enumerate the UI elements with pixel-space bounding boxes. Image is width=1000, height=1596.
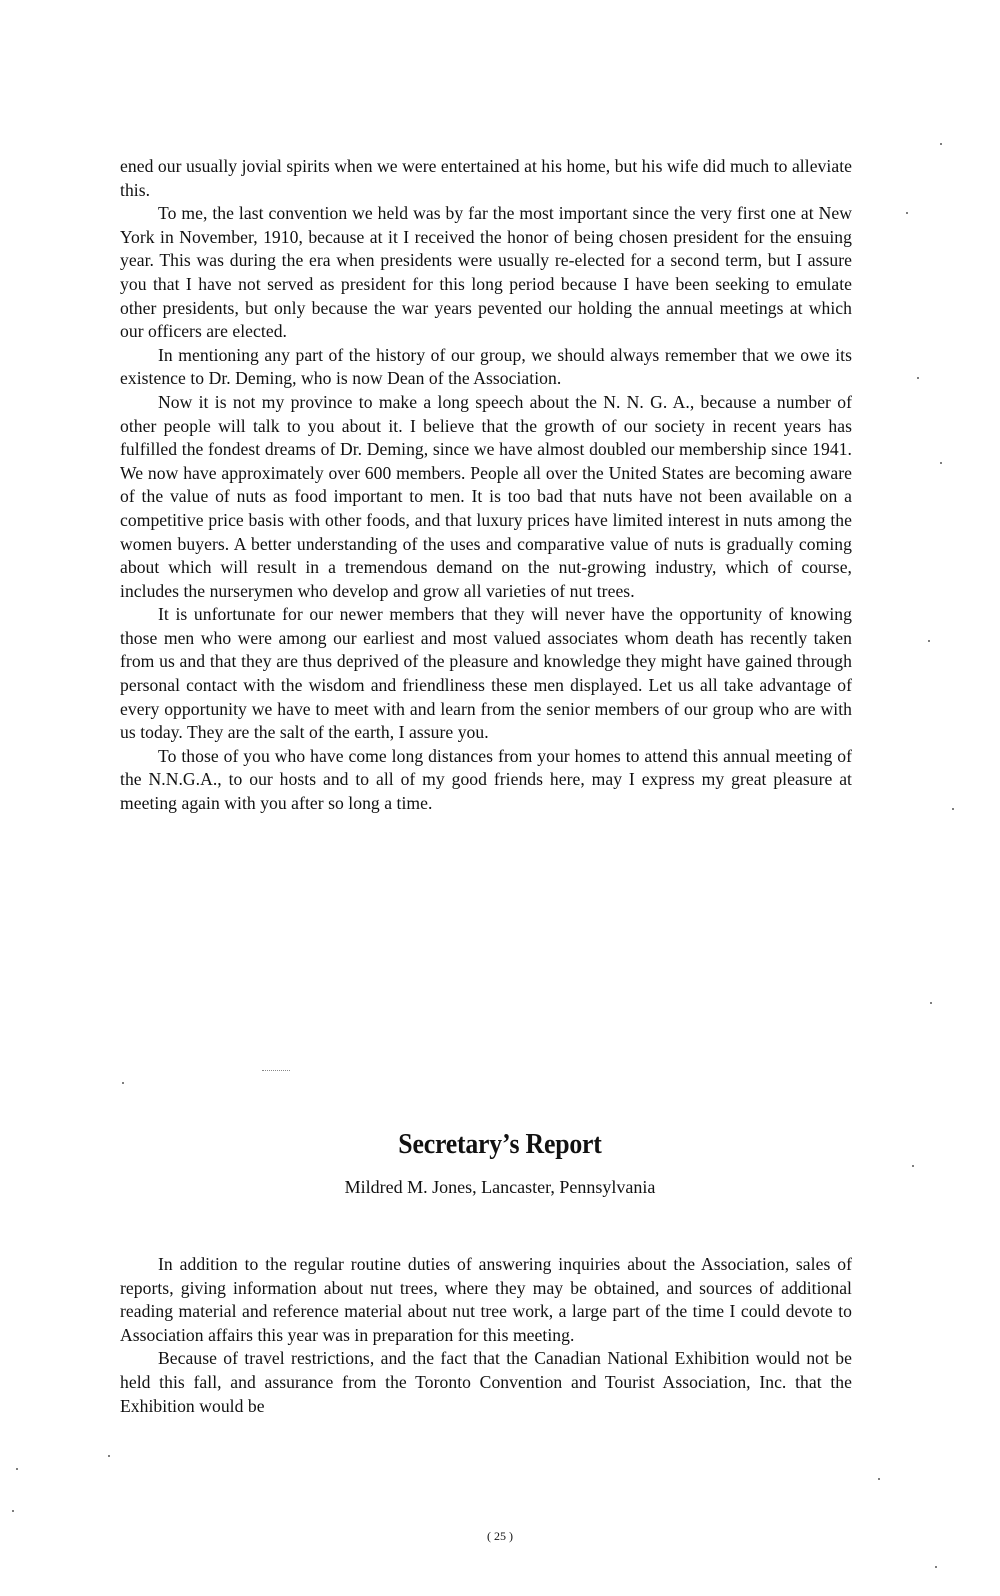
paragraph: ened our usually jovial spirits when we were entertained at his home, but his wife did much to alleviate this. <box>120 156 852 200</box>
secretary-report-body <box>120 1253 852 1418</box>
scan-speck <box>122 1082 124 1084</box>
paragraph: It is unfortunate for our newer members that they will never have the opportunity of knowing those men who were among our earliest and most valued associates whom death has recently taken from us and that they are thus deprived of the pleasure and knowledge they might have gained through personal contact with the wisdom and friendliness these men displayed. Let us all take advantage of every opportunity we have to meet with and learn from the senior members of our group who are with us today. They are the salt of the earth, I assure you. <box>120 604 852 743</box>
scan-speck <box>906 212 908 214</box>
scan-speck <box>935 1566 937 1568</box>
paragraph: To those of you who have come long distances from your homes to attend this annual meeting of the N.N.G.A., to our hosts and to all of my good friends here, may I express my great pleasure at meeting again with you after so long a time. <box>120 745 852 814</box>
article-body-continued <box>120 155 852 816</box>
paragraph: Because of travel restrictions, and the fact that the Canadian National Exhibition would not be held this fall, and assurance from the Toronto Convention and Tourist Association, Inc. that the Exhibition would be <box>120 1348 852 1416</box>
scan-speck <box>878 1478 880 1480</box>
paragraph: To me, the last convention we held was by far the most important since the very first one at New York in November, 1910, because at it I received the honor of being chosen president for the ensuing year. This was during the era when presidents were usually re-elected for a second term, but I assure you that I have not served as president for this long period because I have been seeking to emulate other presidents, but only because the war years pevented our holding the annual meetings at which our officers are elected. <box>120 203 852 342</box>
paragraph: Now it is not my province to make a long speech about the N. N. G. A., because a number of other people will talk to you about it. I believe that the growth of our society in recent years has fulfilled the fondest dreams of Dr. Deming, since we have almost doubled our membership since 1941. We now have approximately over 600 members. People all over the United States are becoming aware of the value of nuts as food important to men. It is too bad that nuts have not been available on a competitive price basis with other foods, and that luxury prices have limited interest in nuts among the women buyers. A better understanding of the uses and comparative value of nuts is gradually coming about which will result in a tremendous demand on the nut-growing industry, which of course, includes the nurserymen who develop and grow all varieties of nut trees. <box>120 391 852 601</box>
paragraph: In mentioning any part of the history of our group, we should always remember that we owe its existence to Dr. Deming, who is now Dean of the Association. <box>120 344 852 389</box>
scan-speck <box>940 143 942 145</box>
page-number: ( 25 ) <box>487 1529 513 1543</box>
section-divider <box>262 1066 290 1071</box>
scan-speck <box>912 1165 914 1167</box>
scan-speck <box>940 462 942 464</box>
scan-speck <box>12 1510 14 1512</box>
author-byline: Mildred M. Jones, Lancaster, Pennsylvania <box>344 1177 656 1197</box>
scan-speck <box>917 377 919 379</box>
scan-speck <box>108 1455 110 1457</box>
scan-speck <box>928 640 930 642</box>
section-title: Secretary’s Report <box>398 1129 602 1160</box>
paragraph: In addition to the regular routine duties of answering inquiries about the Association, sales of reports, giving information about nut trees, where they may be obtained, and sources of additional reading material and reference material about nut tree work, a large part of the time I could devote to Association affairs this year was in preparation for this meeting. <box>120 1254 852 1345</box>
scan-speck <box>952 808 954 810</box>
scan-speck <box>16 1468 18 1470</box>
scan-speck <box>930 1002 932 1004</box>
